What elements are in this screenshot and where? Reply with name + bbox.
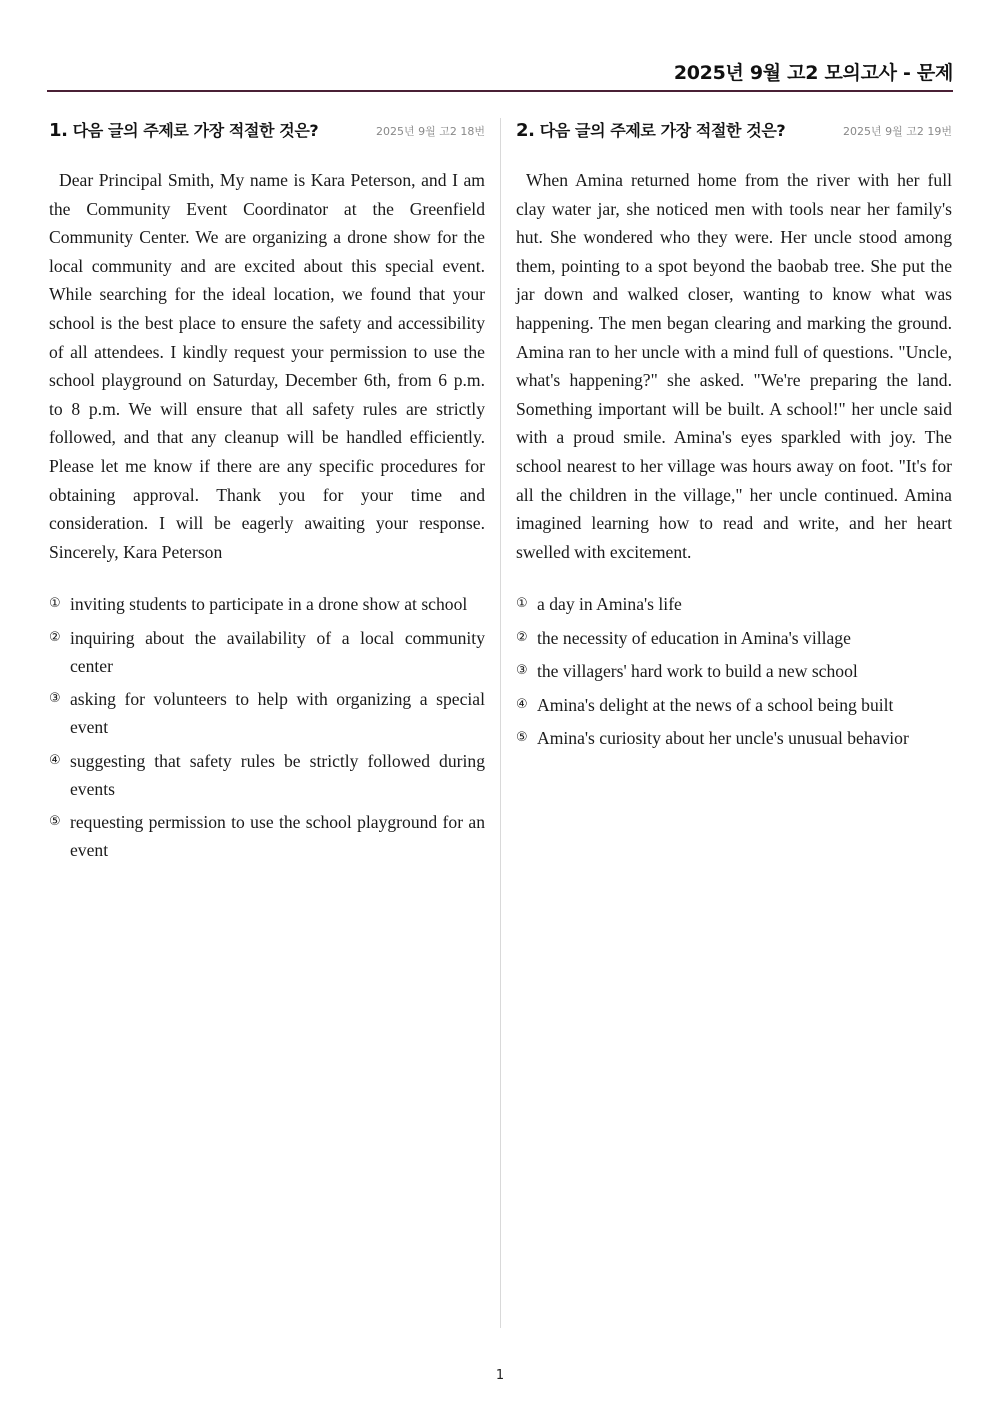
choice-text: Amina's curiosity about her uncle's unusual behavior (537, 728, 909, 749)
page-header (47, 58, 953, 92)
passage-text: When Amina returned home from the river with her full clay water jar, she noticed men with tools near her family's hut. She wondered who they were. Her uncle stood among them, pointing to a spot beyond the baobab tree. She put the jar down and walked closer, wanting to know what was happening. The men began clearing and marking the ground. Amina ran to her uncle with a mind full of questions. "Uncle, what's happening?" she asked. "We're preparing the land. Something important will be built. A school!" her uncle said with a proud smile. Amina's eyes sparkled with joy. The school nearest to her village was hours away on foot. "It's for all the children in the village," her uncle continued. Amina imagined learning how to read and write, and her heart swelled with excitement. (516, 170, 952, 562)
question-2 (516, 118, 952, 758)
choice-text: inviting students to participate in a drone show at school (70, 594, 468, 615)
choice-text: a day in Amina's life (537, 594, 682, 615)
question-number: 1. (49, 120, 68, 141)
page-title: 2025년 9월 고2 모의고사 - 문제 (673, 62, 953, 84)
question-header (49, 118, 485, 144)
question-source: 2025년 9월 고2 19번 (843, 125, 952, 138)
choice-text: the villagers' hard work to build a new school (537, 661, 858, 682)
answer-choices (516, 590, 952, 752)
choice-number-5: ⑤ (49, 814, 61, 830)
answer-choice-4[interactable] (516, 691, 952, 719)
choice-number-2: ② (49, 629, 61, 645)
choice-number-1: ① (49, 596, 61, 612)
choice-text: requesting permission to use the school playground for an event (70, 812, 485, 861)
answer-choice-2[interactable] (516, 624, 952, 652)
answer-choice-5[interactable] (516, 724, 952, 752)
question-1 (49, 118, 485, 870)
choice-number-3: ③ (516, 663, 528, 679)
choice-number-4: ④ (49, 752, 61, 768)
column-divider (500, 118, 501, 1328)
choice-text: Amina's delight at the news of a school being built (537, 694, 894, 715)
question-header (516, 118, 952, 144)
question-source: 2025년 9월 고2 18번 (376, 125, 485, 138)
passage-text: Dear Principal Smith, My name is Kara Peterson, and I am the Community Event Coordinator at the Greenfield Community Center. We are organizing a drone show for the local community and are excited about this special event. While searching for the ideal location, we found that your school is the best place to ensure the safety and accessibility of all attendees. I kindly request your permission to use the school playground on Saturday, December 6th, from 6 p.m. to 8 p.m. We will ensure that all safety rules are strictly followed, and that any cleanup will be handled efficiently. Please let me know if there are any specific procedures for obtaining approval. Thank you for your time and consideration. I will be eagerly awaiting your response. Sincerely, Kara Peterson (49, 170, 485, 562)
question-prompt: 다음 글의 주제로 가장 적절한 것은? (539, 121, 786, 140)
answer-choice-2[interactable] (49, 624, 485, 680)
choice-number-2: ② (516, 629, 528, 645)
choice-number-5: ⑤ (516, 730, 528, 746)
answer-choices (49, 590, 485, 864)
question-prompt: 다음 글의 주제로 가장 적절한 것은? (72, 121, 319, 140)
answer-choice-1[interactable] (516, 590, 952, 618)
page-number: 1 (495, 1368, 505, 1383)
question-title (49, 118, 318, 141)
choice-text: asking for volunteers to help with organizing a special event (70, 689, 485, 738)
choice-number-4: ④ (516, 696, 528, 712)
answer-choice-3[interactable] (516, 657, 952, 685)
choice-number-3: ③ (49, 691, 61, 707)
question-number: 2. (516, 120, 535, 141)
answer-choice-3[interactable] (49, 685, 485, 741)
answer-choice-4[interactable] (49, 747, 485, 803)
question-title (516, 118, 785, 141)
choice-text: the necessity of education in Amina's village (537, 627, 851, 648)
choice-number-1: ① (516, 596, 528, 612)
answer-choice-5[interactable] (49, 808, 485, 864)
choice-text: suggesting that safety rules be strictly followed during events (70, 750, 485, 799)
answer-choice-1[interactable] (49, 590, 485, 618)
choice-text: inquiring about the availability of a local community center (70, 627, 485, 676)
